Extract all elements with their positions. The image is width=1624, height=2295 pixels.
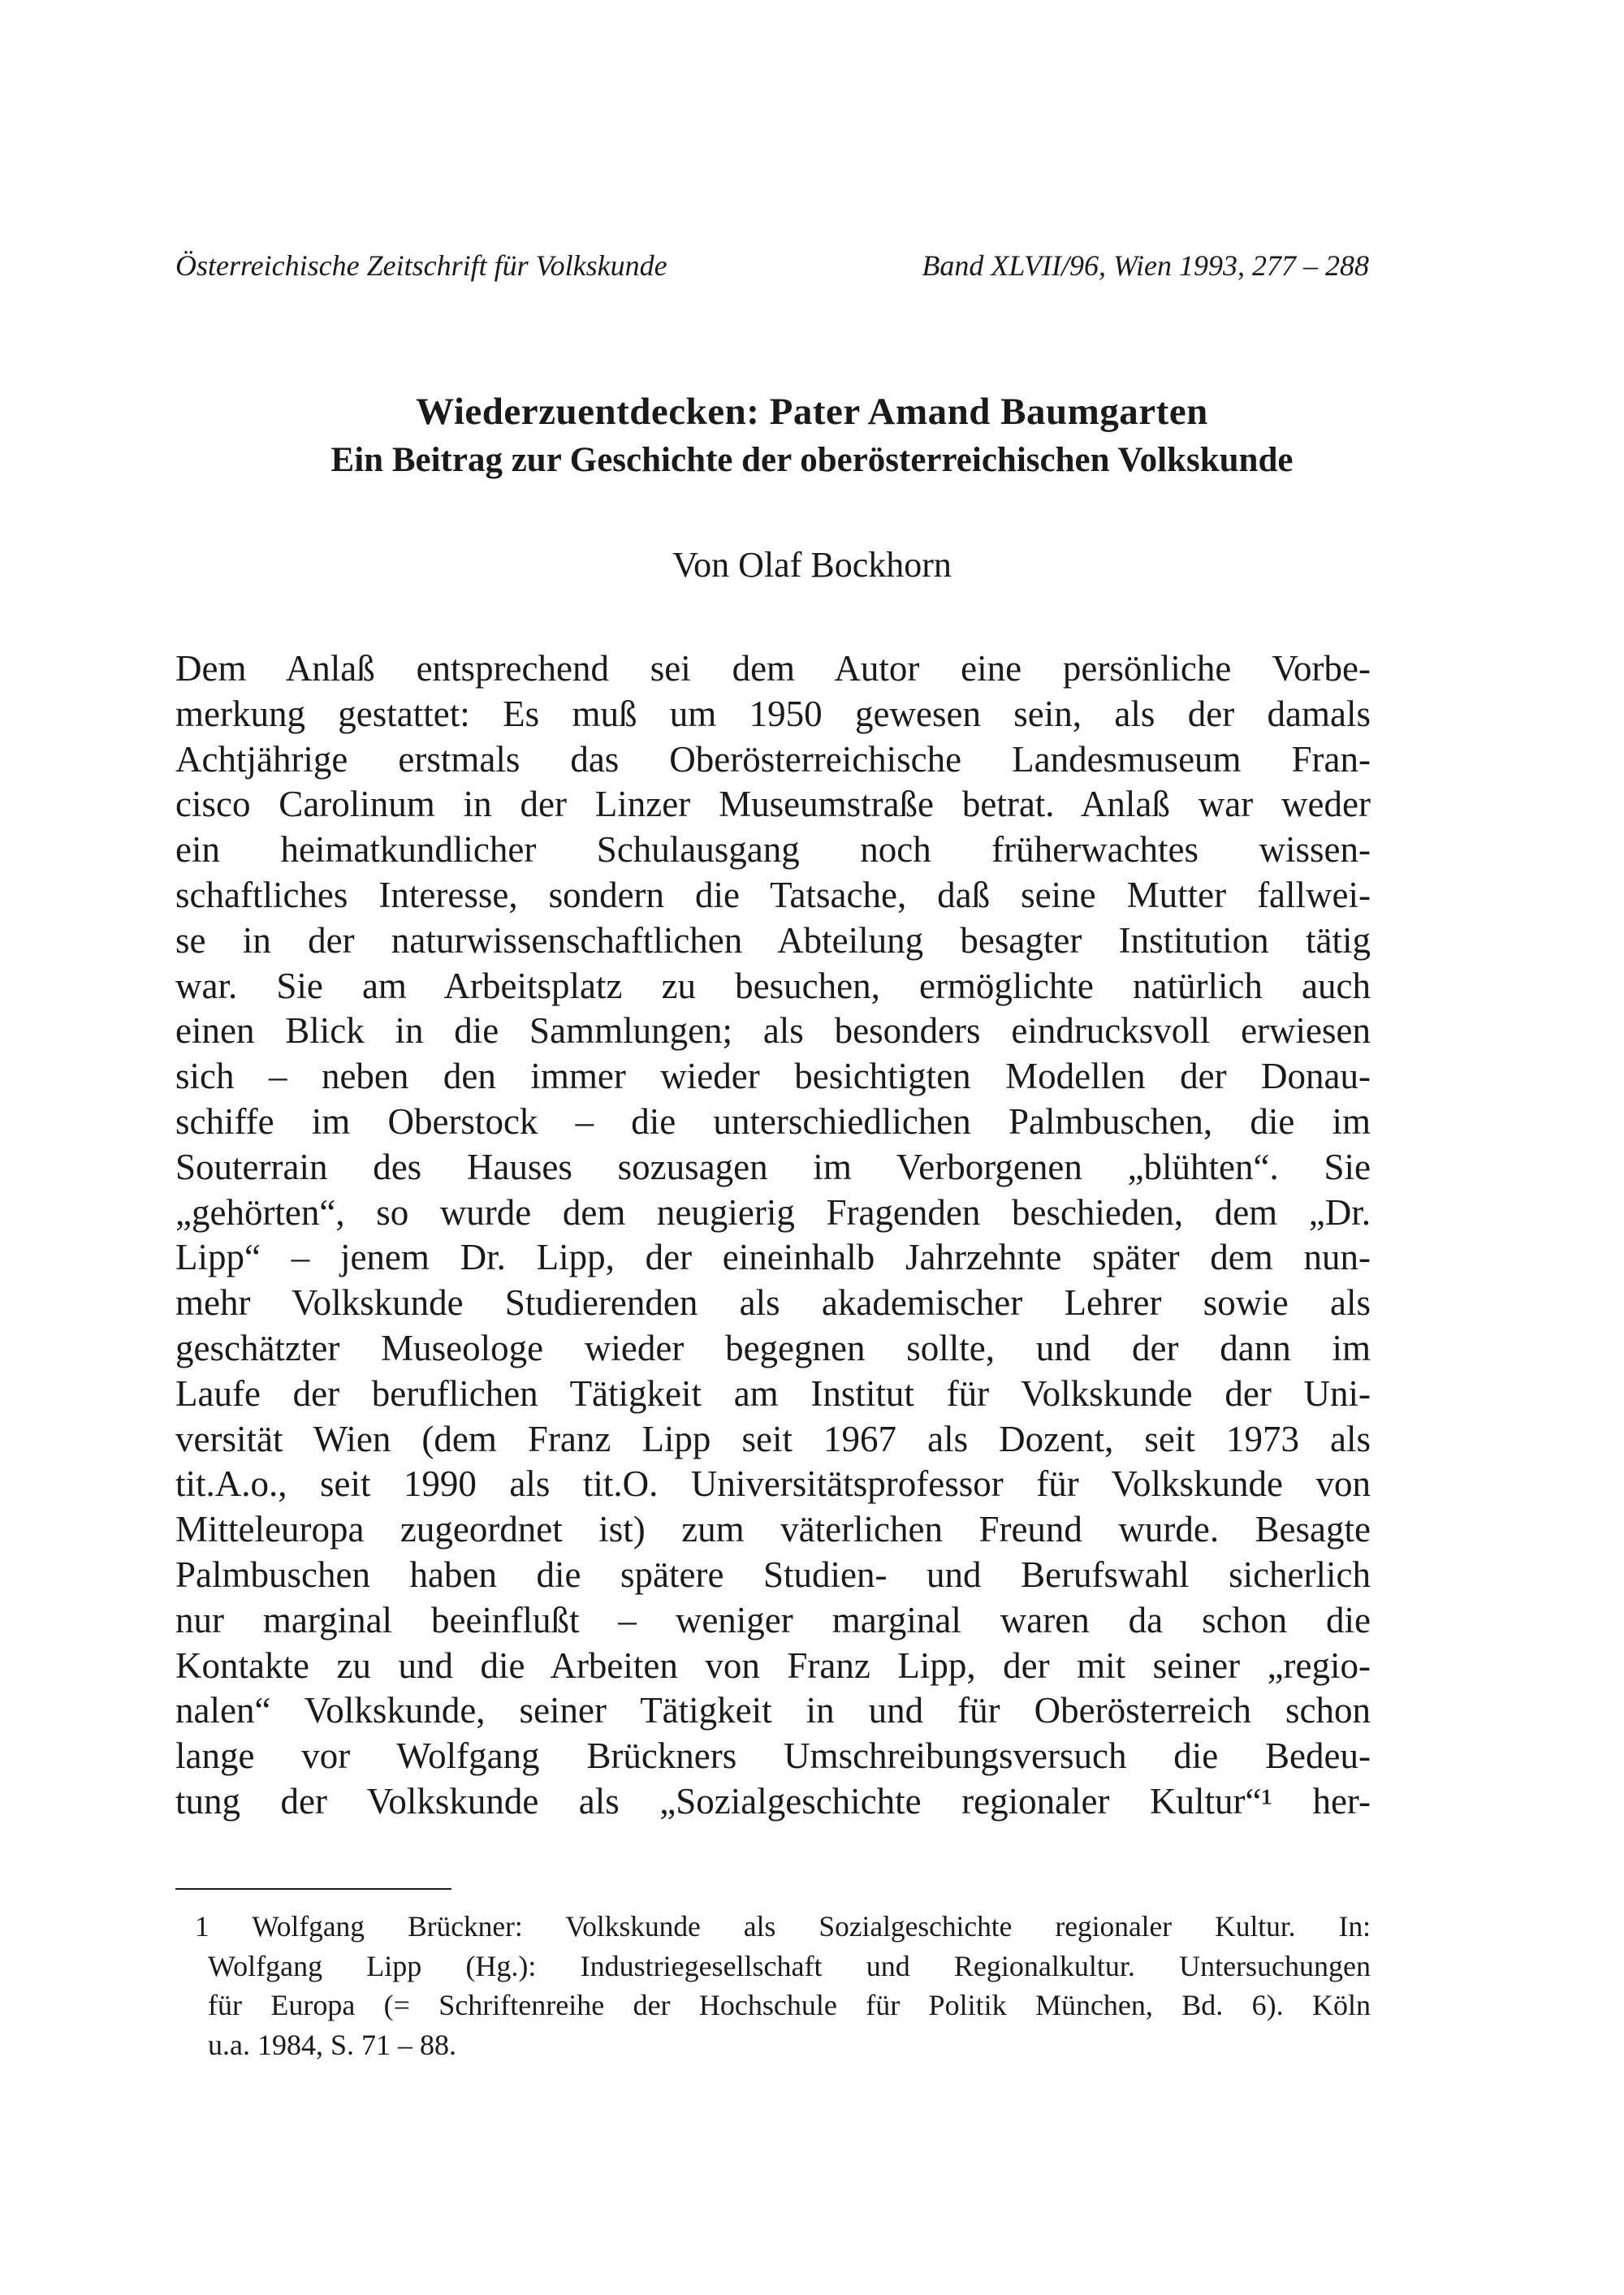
text-line: tung der Volkskunde als „Sozialgeschichte regionaler Kultur“¹ her-: [175, 1780, 1371, 1822]
text-line: geschätzter Museologe wieder begegnen sollte, und der dann im: [175, 1327, 1371, 1368]
text-line: Lipp“ – jenem Dr. Lipp, der eineinhalb Jahrzehnte später dem nun-: [175, 1237, 1371, 1278]
text-line: versität Wien (dem Franz Lipp seit 1967 als Dozent, seit 1973 als: [175, 1418, 1371, 1459]
footnote-divider: [175, 1888, 451, 1890]
article-title: Wiederzuentdecken: Pater Amand Baumgarten: [416, 391, 1208, 433]
text-line: se in der naturwissenschaftlichen Abteilung besagter Institution tätig: [175, 919, 1371, 961]
body-text: [175, 646, 1371, 1825]
text-line: cisco Carolinum in der Linzer Museumstraße betrat. Anlaß war weder: [175, 784, 1371, 825]
footnote-line: u.a. 1984, S. 71 – 88.: [208, 2028, 456, 2061]
footnotes: [195, 1907, 1371, 2064]
article-subtitle: Ein Beitrag zur Geschichte der oberösterreichischen Volkskunde: [330, 441, 1294, 479]
text-line: merkung gestattet: Es muß um 1950 gewesen sein, als der damals: [175, 693, 1371, 734]
text-line: Palmbuschen haben die spätere Studien- und Berufswahl sicherlich: [175, 1554, 1371, 1595]
text-line: „gehörten“, so wurde dem neugierig Fragenden beschieden, dem „Dr.: [175, 1191, 1371, 1233]
footnote-line: Wolfgang Lipp (Hg.): Industriegesellschaft und Regionalkultur. Untersuchungen: [208, 1949, 1371, 1982]
title-block: [162, 388, 1462, 484]
text-line: Dem Anlaß entsprechend sei dem Autor eine persönliche Vorbe-: [175, 648, 1371, 689]
text-line: Mitteleuropa zugeordnet ist) zum väterlichen Freund wurde. Besagte: [175, 1509, 1371, 1550]
text-line: mehr Volkskunde Studierenden als akademischer Lehrer sowie als: [175, 1282, 1371, 1324]
running-header: [175, 249, 1369, 289]
footnote-line: 1 Wolfgang Brückner: Volkskunde als Sozialgeschichte regionaler Kultur. In:: [195, 1910, 1371, 1943]
text-line: sich – neben den immer wieder besichtigten Modellen der Donau-: [175, 1056, 1371, 1097]
text-line: Laufe der beruflichen Tätigkeit am Institut für Volkskunde der Uni-: [175, 1372, 1371, 1414]
text-line: nalen“ Volkskunde, seiner Tätigkeit in und für Oberösterreich schon: [175, 1690, 1371, 1731]
footnote-line: für Europa (= Schriftenreihe der Hochschule für Politik München, Bd. 6). Köln: [208, 1989, 1371, 2021]
journal-name: Österreichische Zeitschrift für Volkskunde: [175, 249, 667, 282]
text-line: einen Blick in die Sammlungen; als besonders eindrucksvoll erwiesen: [175, 1010, 1371, 1052]
text-line: tit.A.o., seit 1990 als tit.O. Universitätsprofessor für Volkskunde von: [175, 1463, 1371, 1505]
text-line: schiffe im Oberstock – die unterschiedlichen Palmbuschen, die im: [175, 1100, 1371, 1142]
text-line: Achtjährige erstmals das Oberösterreichische Landesmuseum Fran-: [175, 738, 1371, 780]
text-line: schaftliches Interesse, sondern die Tatsache, daß seine Mutter fallwei-: [175, 874, 1371, 915]
volume-citation: Band XLVII/96, Wien 1993, 277 – 288: [922, 249, 1369, 282]
text-line: lange vor Wolfgang Brückners Umschreibungsversuch die Bedeu-: [175, 1735, 1371, 1777]
text-line: ein heimatkundlicher Schulausgang noch früherwachtes wissen-: [175, 829, 1371, 871]
text-line: war. Sie am Arbeitsplatz zu besuchen, ermöglichte natürlich auch: [175, 965, 1371, 1006]
text-line: nur marginal beeinflußt – weniger marginal waren da schon die: [175, 1599, 1371, 1640]
text-line: Kontakte zu und die Arbeiten von Franz Lipp, der mit seiner „regio-: [175, 1645, 1371, 1686]
text-line: Souterrain des Hauses sozusagen im Verborgenen „blühten“. Sie: [175, 1146, 1371, 1187]
article-author: Von Olaf Bockhorn: [672, 545, 952, 585]
